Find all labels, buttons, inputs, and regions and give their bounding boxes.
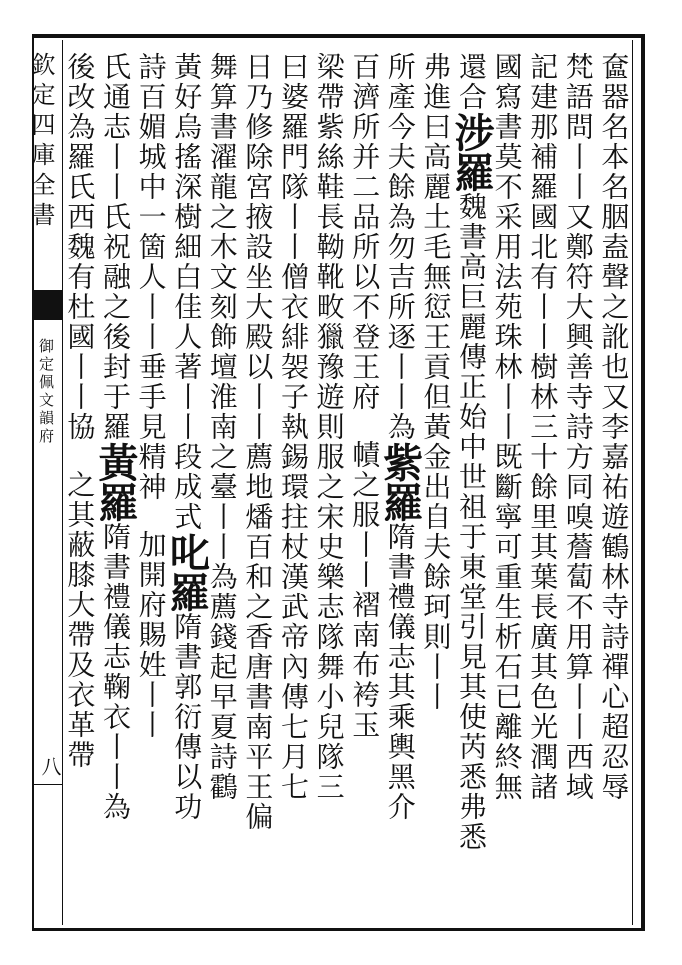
spine-mark-line [34, 784, 62, 785]
text-segment: 日乃修除宮掖設坐大殿以丨丨薦地燔百和之香唐書南平王偏 [241, 52, 275, 832]
text-segment: 梵語問丨丨又鄭符大興善寺詩方同嗅薝蔔不用算丨丨西域 [561, 52, 595, 802]
text-segment: 魏書高巨麗傳正始中世祖于東堂引見其使芮悉弗悉 [455, 192, 488, 852]
text-column [347, 52, 381, 920]
text-segment: 合 [455, 82, 488, 112]
column-text [240, 52, 274, 832]
column-text [134, 52, 168, 740]
text-segment: 記建那補羅國北有丨丨樹林三十餘里其葉長廣其色光潤諸 [526, 52, 560, 802]
column-text [92, 52, 139, 822]
frame-right-line [641, 34, 645, 931]
text-column [276, 52, 310, 920]
column-text [312, 52, 346, 802]
column-text [376, 52, 424, 822]
text-column [561, 52, 595, 920]
text-segment: 舞算書濯龍之木文刻飾壇淮南之臺丨丨為薦錢起早夏詩鸖 [205, 52, 239, 802]
entry-heading: 紫羅 [376, 442, 424, 522]
text-segment: 後改為羅氏西魏有杜國丨丨協 [63, 52, 97, 442]
text-segment: 詩百媚城中一箇人丨丨垂手見精神 [134, 52, 168, 502]
text-segment: 弗進曰高麗土毛無愆王貢但黃金出自夫餘珂則丨丨 [419, 52, 453, 712]
column-text [347, 52, 381, 740]
text-column [240, 52, 274, 920]
text-segment: 隋書禮儀志鞠衣丨丨為 [99, 522, 132, 822]
spine-fish-tail-mark [34, 290, 62, 320]
text-segment: 國寫書莫不采用法苑珠林丨丨既斷寧可重生析石已離終無 [490, 52, 524, 802]
column-text [205, 52, 239, 802]
text-segment: 隋書郭衍傳以功 [170, 612, 204, 822]
text-column [376, 52, 424, 920]
column-text [525, 52, 559, 802]
entry-heading: 涉羅 [448, 112, 495, 192]
text-segment: 隋書禮儀志其乘輿黑介 [383, 522, 417, 822]
text-segment: 所產今夫餘為勿吉所逐丨丨為 [383, 52, 417, 442]
frame-top-line [32, 34, 644, 38]
text-segment: 曰婆羅門隊丨丨僧衣緋袈子執錫環拄杖漢武帝內傳七月七 [277, 52, 310, 802]
text-column [448, 52, 495, 920]
page-number: 八 [38, 756, 62, 776]
entry-heading: 黃羅 [92, 442, 139, 522]
text-column [62, 52, 96, 920]
text-column [163, 52, 211, 920]
text-segment: 百濟所并二品所以不登王府 [348, 52, 382, 412]
spine-subtitle: 御定佩文韻府 [37, 338, 55, 446]
column-text [62, 52, 96, 770]
text-segment: 之其蔽膝大帶及衣革帶 [63, 470, 97, 770]
entry-heading: 叱羅 [163, 532, 211, 612]
text-segment: 梁帶紫絲鞋長靿靴畋獵豫遊則服之宋史樂志隊舞小兒隊三 [312, 52, 346, 802]
column-text [561, 52, 595, 802]
frame-right-inner-line [632, 40, 633, 925]
text-segment: 奩器名本名胭盍聲之訛也又李嘉祐遊鶴林寺詩禪心超忍辱 [597, 52, 631, 802]
text-segment: 加開府賜姓丨丨 [134, 530, 168, 740]
text-segment: 幘之服丨丨褶南布袴玉 [348, 440, 382, 740]
text-segment: 黃好烏搖深樹細白佳人著丨丨段成式 [170, 52, 204, 532]
text-column [92, 52, 139, 920]
text-segment: 氏通志丨丨氏祝融之後封于羅 [99, 52, 132, 442]
column-text [448, 52, 495, 852]
column-text [163, 52, 211, 822]
text-segment: 還 [455, 52, 488, 82]
text-column [525, 52, 559, 920]
text-column [312, 52, 346, 920]
text-column [205, 52, 239, 920]
spine-title: 欽定四庫全書 [27, 52, 55, 232]
column-text [596, 52, 630, 802]
text-column [596, 52, 630, 920]
frame-bottom-line [32, 928, 644, 931]
column-text [418, 52, 452, 712]
column-text [276, 52, 310, 802]
